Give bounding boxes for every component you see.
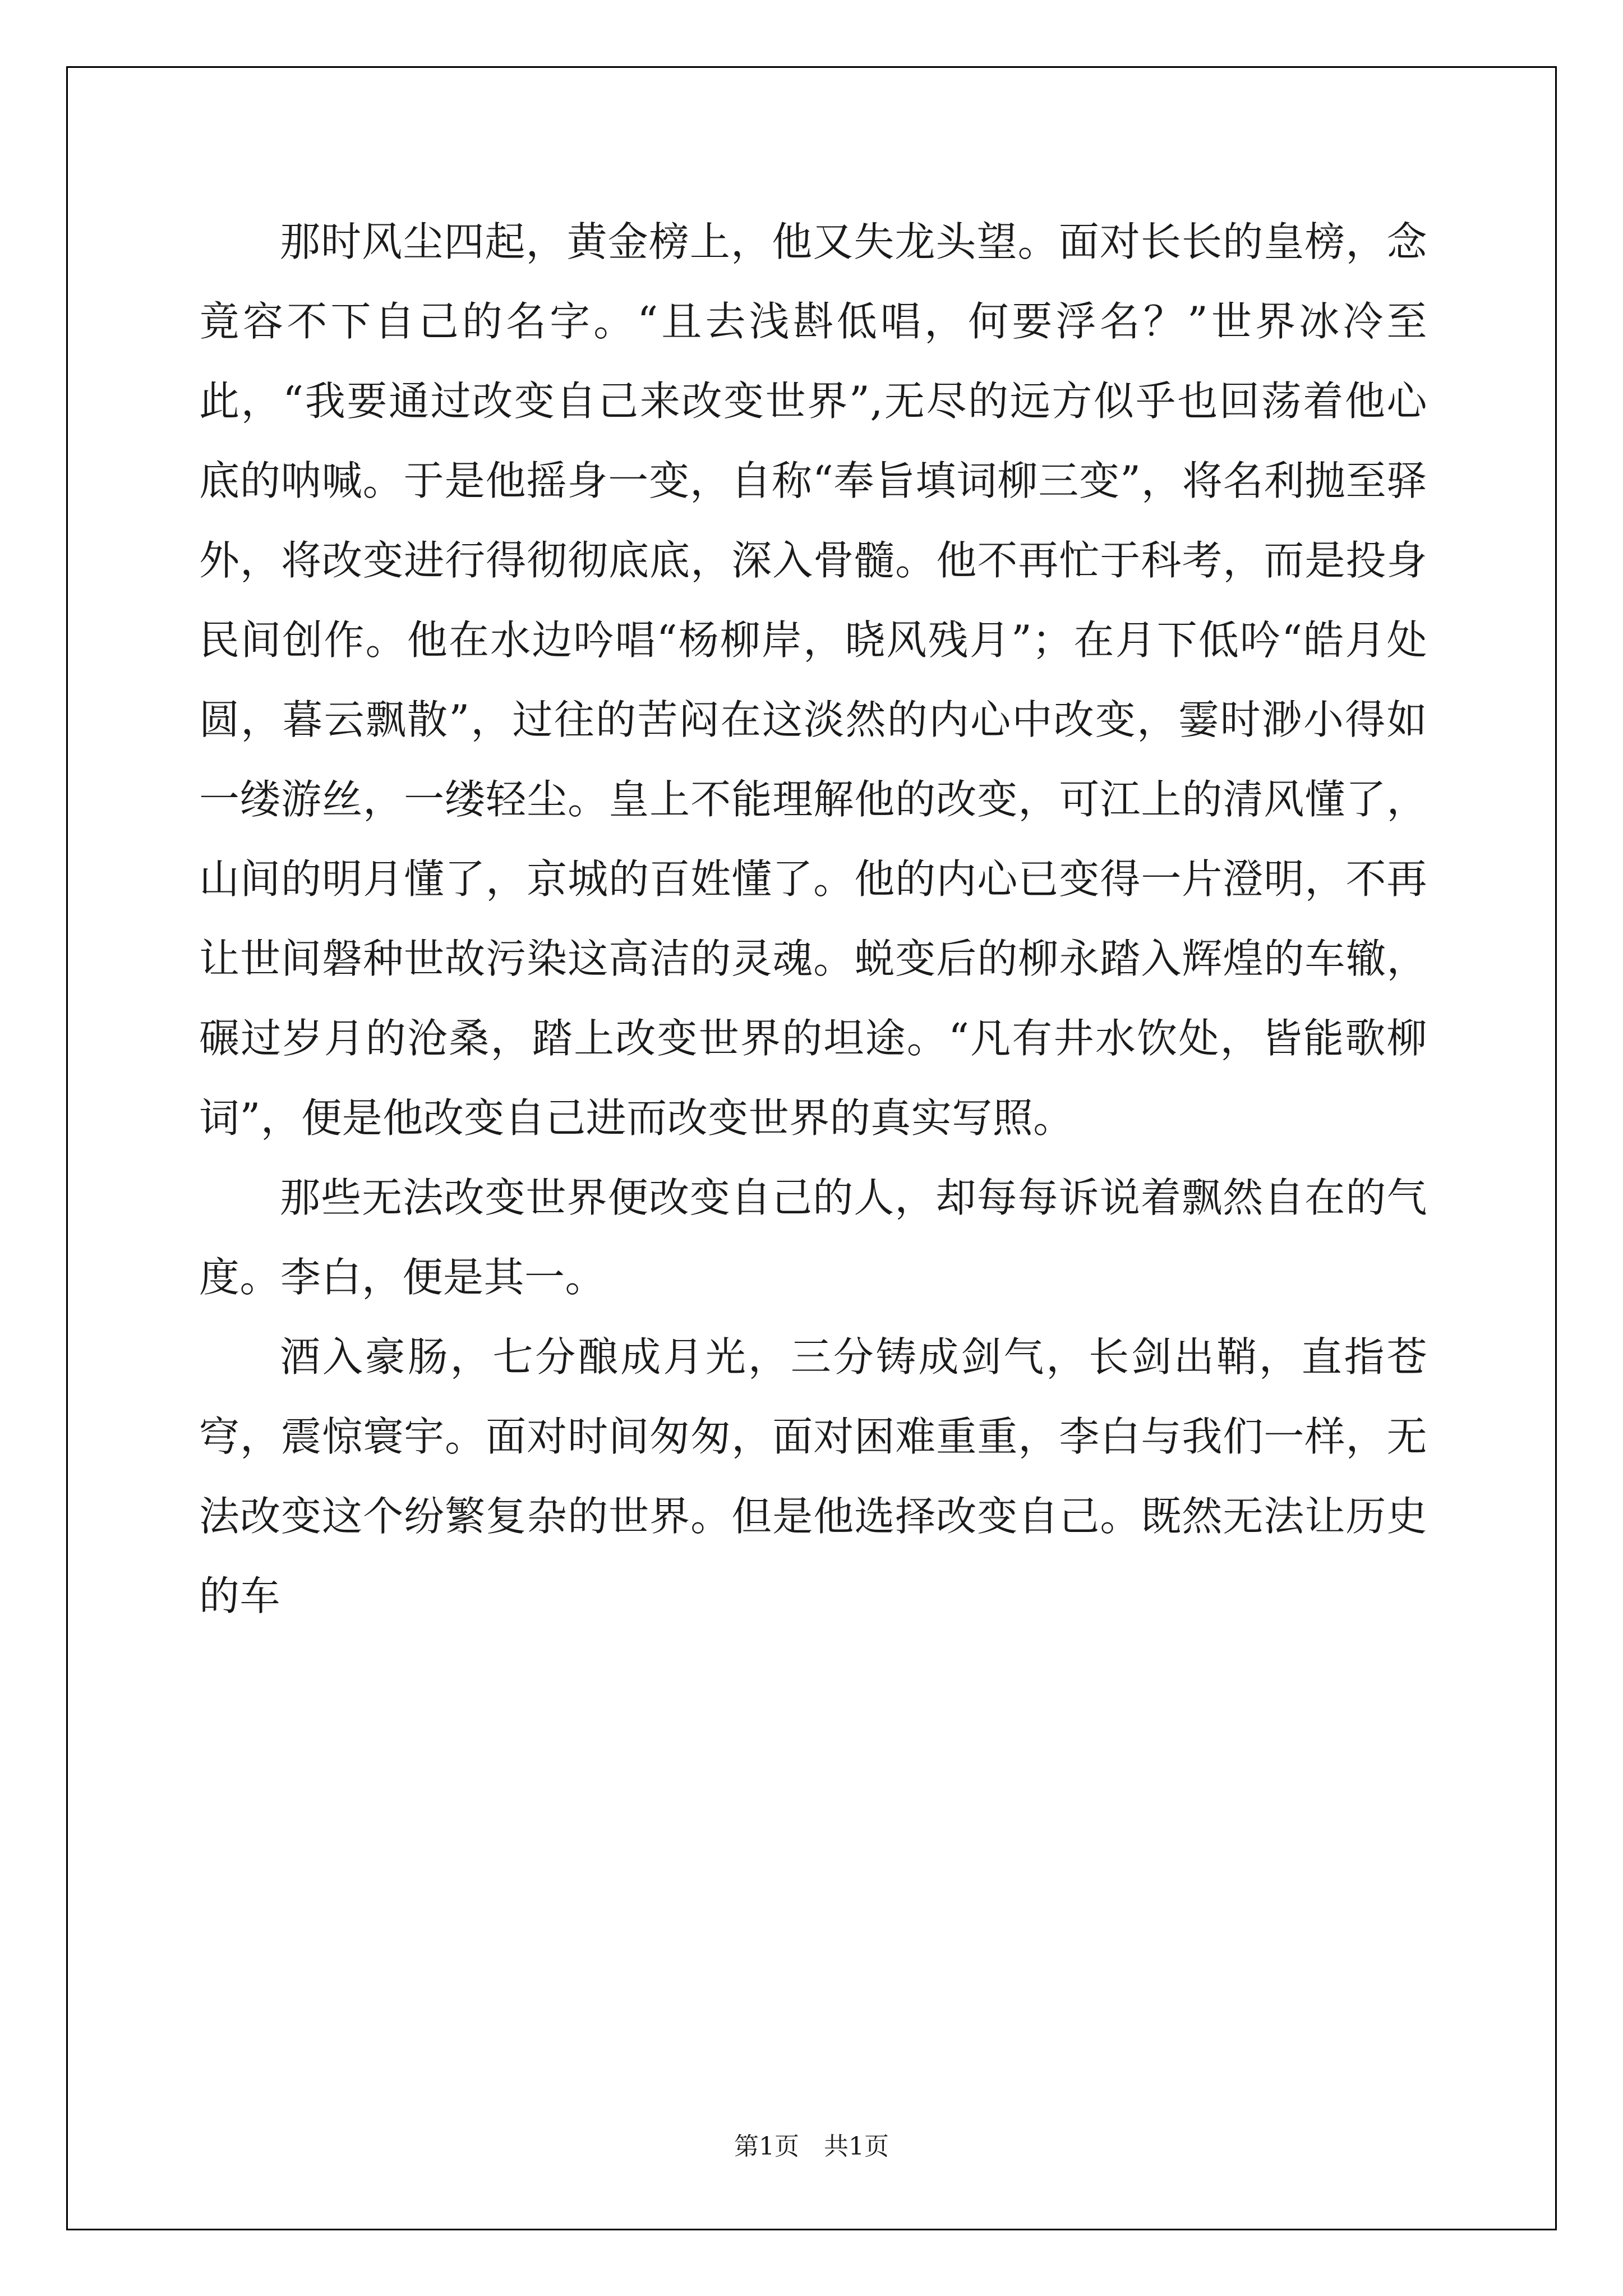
paragraph-li-bai: 酒入豪肠，七分酿成月光，三分铸成剑气，长剑出鞘，直指苍穹，震惊寰宇。面对时间匆匆，面对困难重重，李白与我们一样，无法改变这个纷繁复杂的世界。但是他选择改变自己。既然无法让历史的车 bbox=[199, 1333, 1427, 1619]
paragraph-transition: 那些无法改变世界便改变自己的人，却每每诉说着飘然自在的气度。李白，便是其一。 bbox=[199, 1174, 1427, 1301]
paragraph-liu-yong: 那时风尘四起，黄金榜上，他又失龙头望。面对长长的皇榜，念竟容不下自己的名字。“且去浅斟低唱，何要浮名？”世界冰冷至此，“我要通过改变自己来改变世界”,无尽的远方似乎也回荡着他心底的呐喊。于是他摇身一变，自称“奉旨填词柳三变”，将名利抛至驿外，将改变进行得彻彻底底，深入骨髓。他不再忙于科考，而是投身民间创作。他在水边吟唱“杨柳岸，晓风残月”；在月下低吟“皓月处圆，暮云飘散”，过往的苦闷在这淡然的内心中改变，霎时渺小得如一缕游丝，一缕轻尘。皇上不能理解他的改变，可江上的清风懂了，山间的明月懂了，京城的百姓懂了。他的内心已变得一片澄明，不再让世间磐种世故污染这高洁的灵魂。蜕变后的柳永踏入辉煌的车辙，碾过岁月的沧桑，踏上改变世界的坦途。“凡有井水饮处，皆能歌柳词”，便是他改变自己进而改变世界的真实写照。 bbox=[199, 218, 1427, 1142]
document-body bbox=[199, 202, 1427, 1636]
page-footer: 第1页 共1页 bbox=[734, 2132, 889, 2161]
